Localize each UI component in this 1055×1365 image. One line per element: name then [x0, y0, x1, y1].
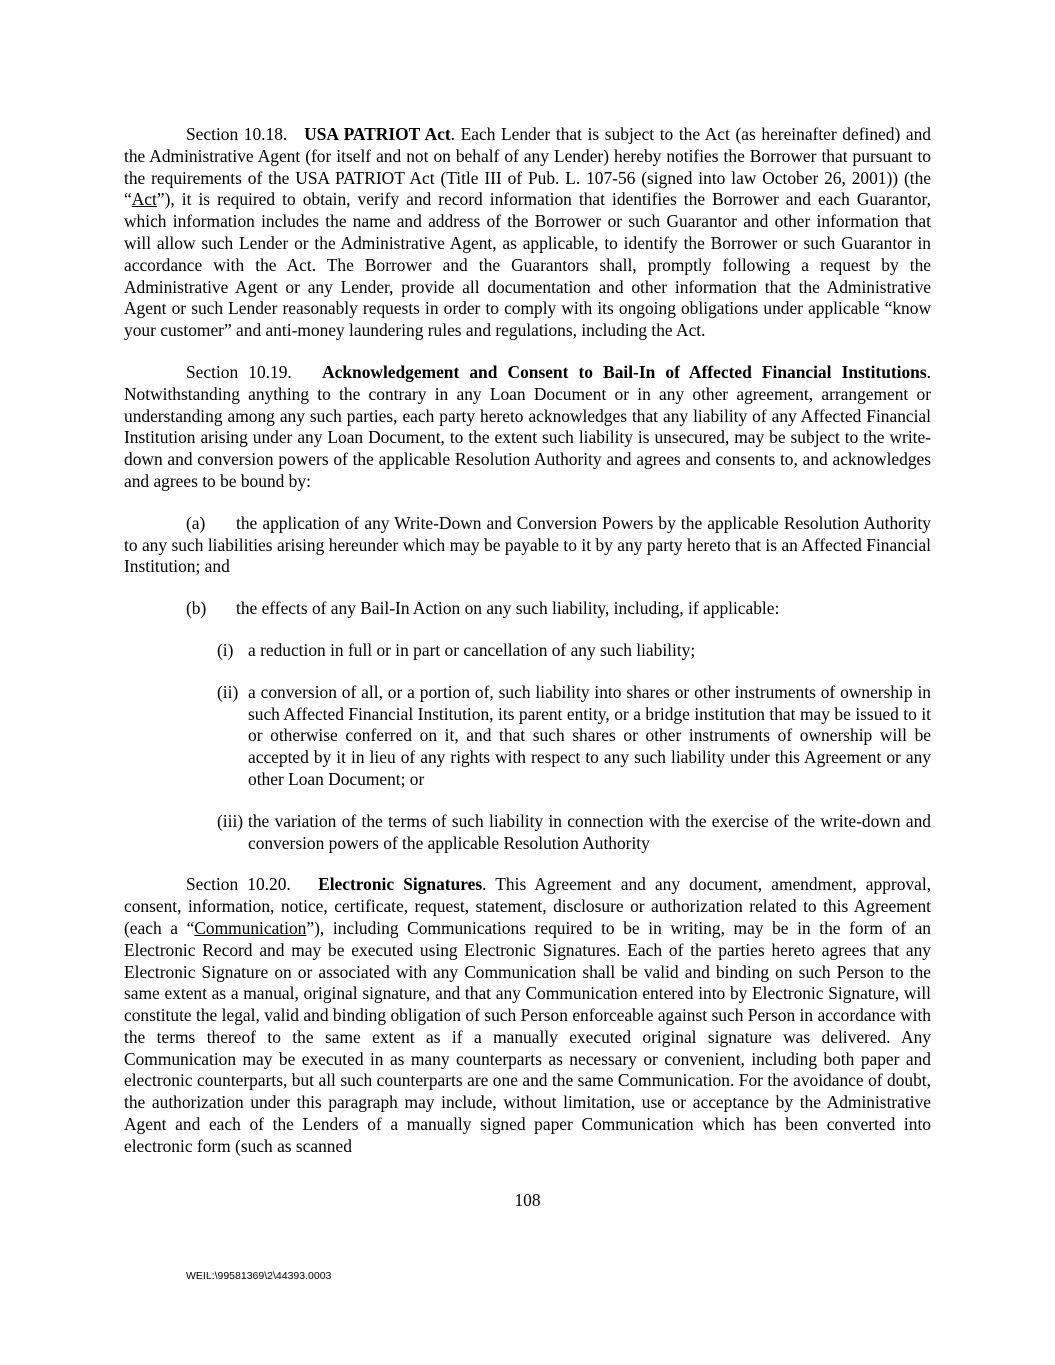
section-number: Section 10.19.	[186, 361, 292, 382]
section-text: . Notwithstanding anything to the contrary in any Loan Document or in any other agreement, arrangement or understanding among any such parties, each party hereto acknowledges that any liability of any Affected Financial Institution arising under any Loan Document, to the extent such liability is unsecured, may be subject to the write-down and conversion powers of the applicable Resolution Authority and agrees and consents to, and acknowledges and agrees to be bound by:	[124, 361, 931, 491]
subclause-text: a conversion of all, or a portion of, such liability into shares or other instruments of ownership in such Affected Financial Institution, its parent entity, or a bridge institution that may be issued to it or otherwise conferred on it, and that such shares or other instruments of ownership will be accepted by it in lieu of any rights with respect to any such liability under this Agreement or any other Loan Document; or	[248, 681, 931, 789]
subclause-text: the variation of the terms of such liability in connection with the exercise of the write-down and conversion powers of the applicable Resolution Authority	[248, 810, 931, 853]
subclause-iii	[217, 811, 931, 855]
clause-a	[124, 513, 931, 578]
subclause-label: (ii)	[217, 681, 239, 702]
subclause-text: a reduction in full or in part or cancellation of any such liability;	[248, 639, 696, 660]
clause-b	[186, 598, 931, 620]
clause-text: the application of any Write-Down and Conversion Powers by the applicable Resolution Authority to any such liabilities arising hereunder which may be payable to it by any party hereto that is an Affected Financial Institution; and	[124, 512, 931, 577]
defined-term: Communication	[194, 917, 307, 938]
defined-term: Act	[131, 189, 157, 210]
document-body	[124, 124, 931, 1178]
section-10-19	[124, 362, 931, 493]
section-text: ”), it is required to obtain, verify and record information that identifies the Borrower and each Guarantor, which information includes the name and address of the Borrower or such Guarantor and other information that will allow such Lender or the Administrative Agent, as applicable, to identify the Borrower or such Guarantor in accordance with the Act. The Borrower and the Guarantors shall, promptly following a request by the Administrative Agent or any Lender, provide all documentation and other information that the Administrative Agent or such Lender reasonably requests in order to comply with its ongoing obligations under applicable “know your customer” and anti-money laundering rules and regulations, including the Act.	[124, 189, 931, 341]
clause-label: (a)	[186, 512, 206, 533]
page-number: 108	[514, 1190, 541, 1210]
clause-label: (b)	[186, 598, 207, 619]
subclause-label: (i)	[217, 639, 234, 660]
section-text: . This Agreement and any document, amendment, approval, consent, information, notice, certificate, request, statement, disclosure or authorization related to this Agreement (each a “	[124, 874, 931, 938]
section-title: Acknowledgement and Consent to Bail-In of Affected Financial Institutions	[322, 361, 927, 382]
section-title: Electronic Signatures	[318, 874, 483, 895]
subclause-ii	[217, 682, 931, 791]
section-text: . Each Lender that is subject to the Act (as hereinafter defined) and the Administrative Agent (for itself and not on behalf of any Lender) hereby notifies the Borrower that pursuant to the requirements of the USA PATRIOT Act (Title III of Pub. L. 107-56 (signed into law October 26, 2001)) (the “	[124, 124, 931, 210]
section-10-20	[124, 874, 931, 1157]
section-title: USA PATRIOT Act	[304, 124, 451, 144]
section-number: Section 10.20.	[186, 874, 291, 895]
document-footer: WEIL:\99581369\2\44393.0003	[186, 1270, 332, 1282]
section-text: ”), including Communications required to be in writing, may be in the form of an Electronic Record and may be executed using Electronic Signatures. Each of the parties hereto agrees that any Electronic Signature on or associated with any Communication shall be valid and binding on such Person to the same extent as a manual, original signature, and that any Communication entered into by Electronic Signature, will constitute the legal, valid and binding obligation of such Person enforceable against such Person in accordance with the terms thereof to the same extent as if a manually executed original signature was delivered. Any Communication may be executed in as many counterparts as necessary or convenient, including both paper and electronic counterparts, but all such counterparts are one and the same Communication. For the avoidance of doubt, the authorization under this paragraph may include, without limitation, use or acceptance by the Administrative Agent and each of the Lenders of a manually signed paper Communication which has been converted into electronic form (such as scanned	[124, 917, 931, 1156]
clause-text: the effects of any Bail-In Action on any such liability, including, if applicable:	[236, 598, 780, 619]
subclause-i	[217, 640, 931, 662]
section-number: Section 10.18.	[186, 124, 288, 144]
subclause-label: (iii)	[217, 810, 244, 831]
section-10-18	[124, 124, 931, 342]
